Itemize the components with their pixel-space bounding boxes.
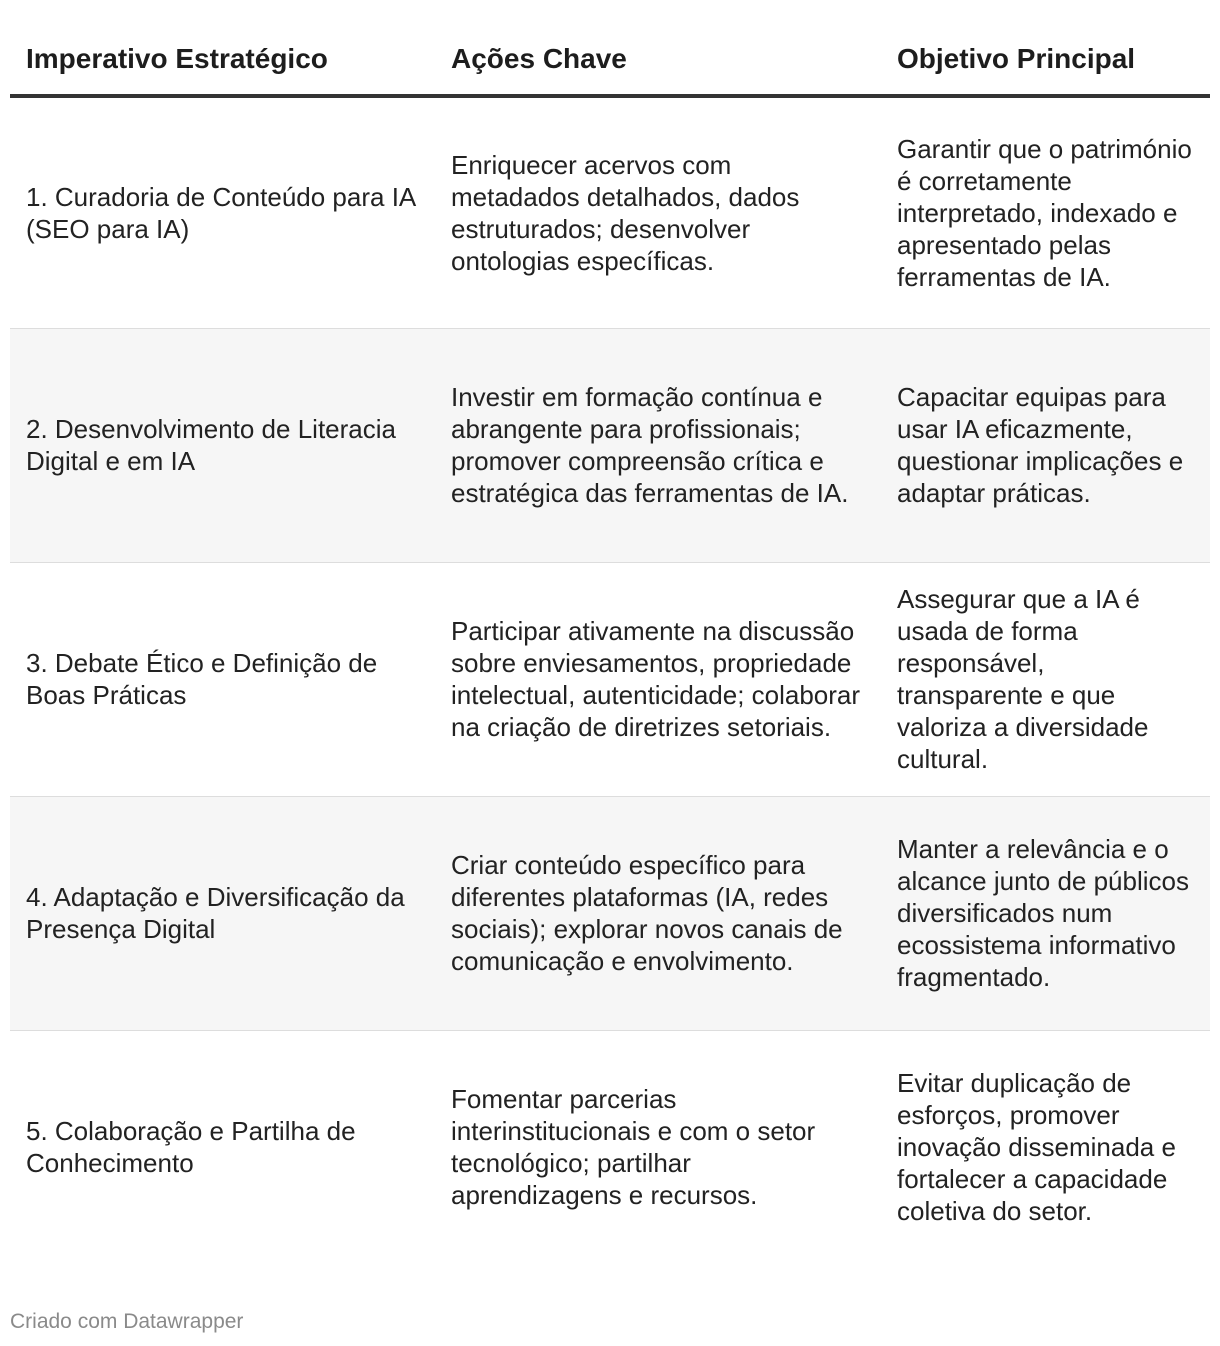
cell-imperativo: 3. Debate Ético e Definição de Boas Práticas [10, 562, 435, 796]
cell-objetivo: Garantir que o património é corretamente interpretado, indexado e apresentado pelas ferramentas de IA. [881, 96, 1210, 328]
cell-objetivo: Evitar duplicação de esforços, promover inovação disseminada e fortalecer a capacidade coletiva do setor. [897, 1068, 1176, 1227]
cell-objetivo: Manter a relevância e o alcance junto de públicos diversificados num ecossistema informativo fragmentado. [881, 796, 1210, 1030]
strategy-table-container [10, 28, 1210, 1264]
cell-imperativo: 2. Desenvolvimento de Literacia Digital e em IA [10, 328, 435, 562]
column-header-objetivo: Objetivo Principal [881, 28, 1210, 96]
cell-imperativo: 5. Colaboração e Partilha de Conhecimento [26, 1116, 356, 1179]
column-header-imperativo: Imperativo Estratégico [10, 28, 435, 96]
cell-acoes: Criar conteúdo específico para diferentes plataformas (IA, redes sociais); explorar novos canais de comunicação e envolvimento. [435, 796, 881, 1030]
datawrapper-credit: Criado com Datawrapper [10, 1310, 244, 1333]
cell-imperativo: 1. Curadoria de Conteúdo para IA (SEO para IA) [10, 96, 435, 328]
table-body [10, 96, 1210, 1264]
table-row [10, 562, 1210, 796]
table-row [10, 796, 1210, 1030]
table-row [10, 1030, 1210, 1264]
header-row [10, 28, 1210, 96]
table-row [10, 96, 1210, 328]
cell-acoes: Investir em formação contínua e abrangente para profissionais; promover compreensão crítica e estratégica das ferramentas de IA. [435, 328, 881, 562]
table-header [10, 28, 1210, 96]
table-row [10, 328, 1210, 562]
column-header-acoes: Ações Chave [435, 28, 881, 96]
cell-objetivo: Capacitar equipas para usar IA eficazmente, questionar implicações e adaptar práticas. [881, 328, 1210, 562]
cell-acoes: Participar ativamente na discussão sobre enviesamentos, propriedade intelectual, autenticidade; colaborar na criação de diretrizes setoriais. [435, 562, 881, 796]
cell-imperativo: 4. Adaptação e Diversificação da Presença Digital [10, 796, 435, 1030]
strategy-table [10, 28, 1210, 1264]
cell-acoes: Fomentar parcerias interinstitucionais e com o setor tecnológico; partilhar aprendizagens e recursos. [451, 1084, 816, 1211]
cell-objetivo: Assegurar que a IA é usada de forma responsável, transparente e que valoriza a diversidade cultural. [881, 562, 1210, 796]
cell-acoes: Enriquecer acervos com metadados detalhados, dados estruturados; desenvolver ontologias específicas. [435, 96, 881, 328]
